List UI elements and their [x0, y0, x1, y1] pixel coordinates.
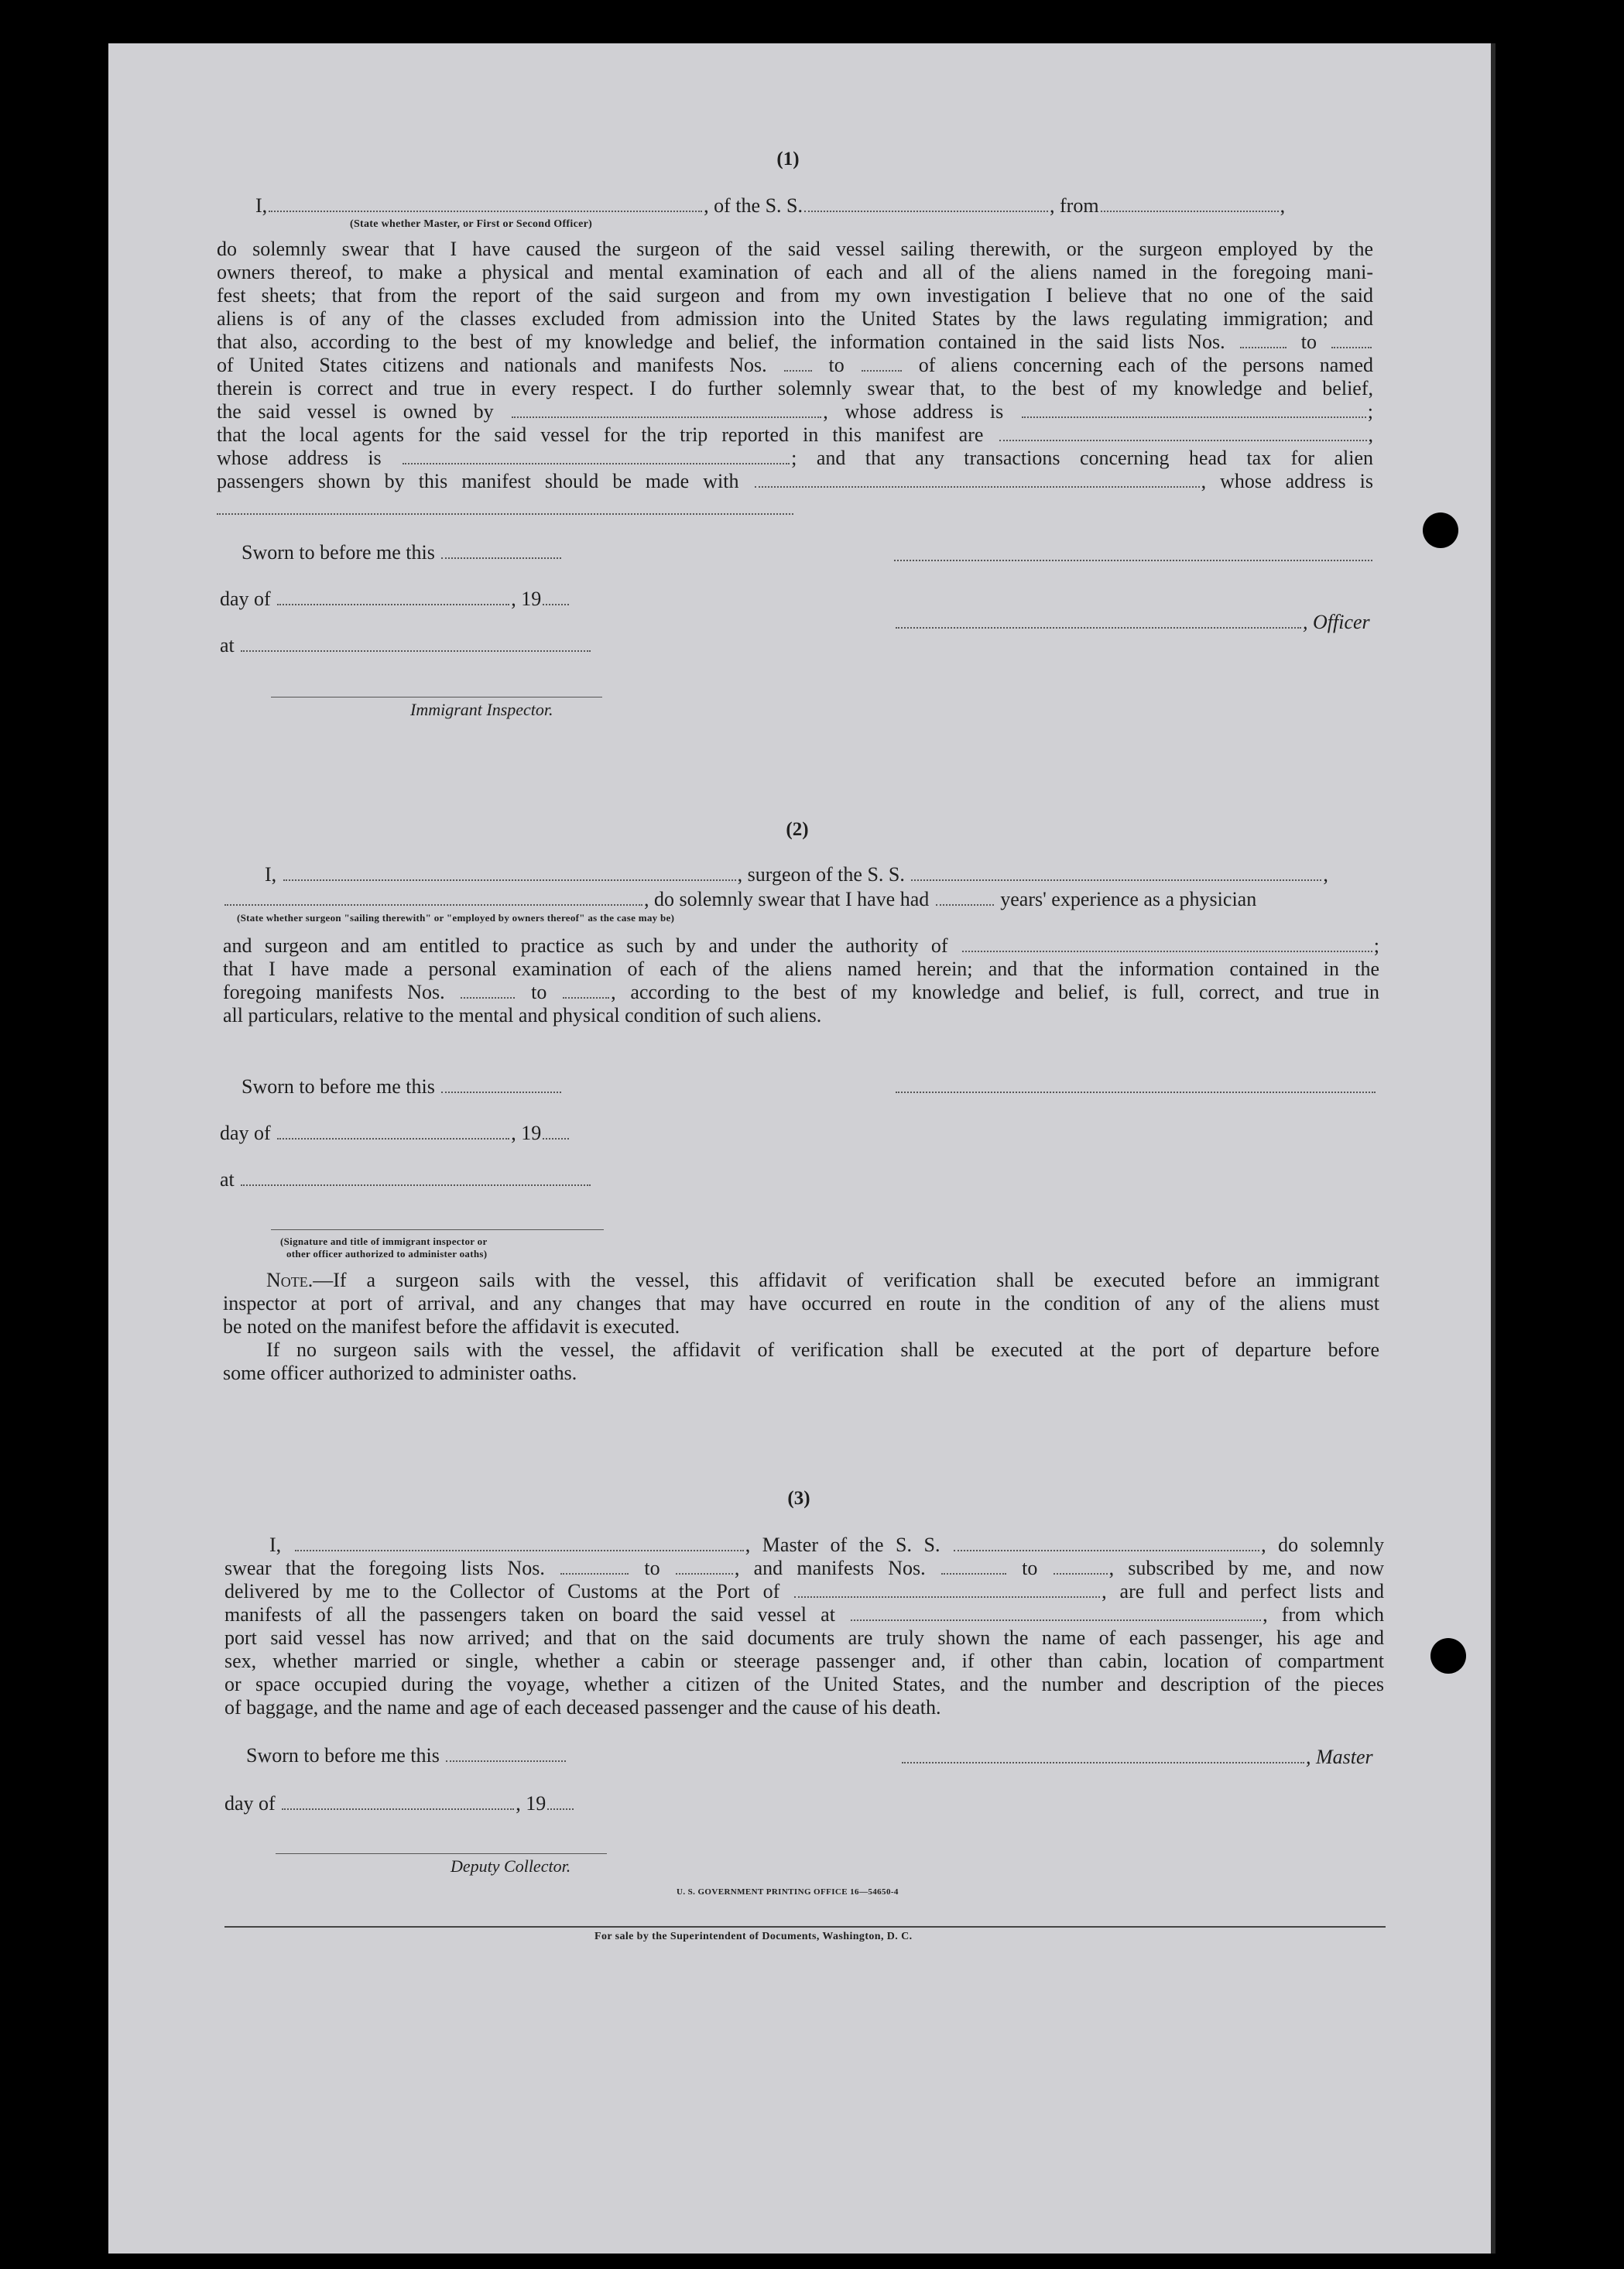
s1-dayof: day of , 19	[220, 587, 570, 612]
s3-collector-label: Deputy Collector.	[451, 1856, 571, 1876]
s2-para-line: that I have made a personal examination of each of the aliens named herein; and that the information contained in the	[223, 958, 1379, 980]
s3-para-line: of baggage, and the name and age of each deceased passenger and the cause of his death.	[224, 1696, 941, 1719]
s3-para-line: delivered by me to the Collector of Customs at the Port of , are full and perfect lists and	[224, 1580, 1384, 1602]
s1-address-line	[217, 513, 793, 515]
s3-collector-line	[276, 1853, 607, 1854]
s2-note-line: inspector at port of arrival, and any changes that may have occurred en route in the condition of any of the aliens must	[223, 1292, 1379, 1314]
s1-para-line: fest sheets; that from the report of the said surgeon and from my own investigation I believe that no one of the said	[217, 284, 1373, 307]
gpo-imprint: U. S. GOVERNMENT PRINTING OFFICE 16—54650-4	[677, 1887, 899, 1897]
s3-dayof: day of , 19	[224, 1791, 575, 1816]
s1-sworn: Sworn to before me this	[242, 540, 563, 565]
s2-para-line: and surgeon and am entitled to practice as such by and under the authority of ;	[223, 934, 1380, 957]
s2-surgeon-note: (State whether surgeon "sailing therewith" or "employed by owners thereof" as the case may be)	[237, 912, 675, 924]
s1-officer-note: (State whether Master, or First or Second Officer)	[350, 218, 593, 230]
s3-line1: I, , Master of the S. S. , do solemnly	[269, 1534, 1385, 1556]
s3-master-line: , Master	[900, 1745, 1373, 1770]
s1-inspector-label: Immigrant Inspector.	[410, 700, 553, 719]
s1-para-line: that also, according to the best of my knowledge and belief, the information contained in the said lists Nos. to	[217, 330, 1373, 354]
sale-notice: For sale by the Superintendent of Documents, Washington, D. C.	[594, 1931, 913, 1942]
s2-sworn: Sworn to before me this	[242, 1075, 563, 1099]
s3-para-line: manifests of all the passengers taken on board the said vessel at , from which	[224, 1603, 1384, 1626]
s2-signature-line-inspector	[271, 1229, 604, 1230]
punch-hole	[1430, 1638, 1466, 1674]
s3-para-line: or space occupied during the voyage, whether a citizen of the United States, and the number and description of the pieces	[224, 1673, 1384, 1695]
s1-para-line: aliens is of any of the classes excluded from admission into the United States by the laws regulating immigration; and	[217, 307, 1373, 330]
s1-para-line: the said vessel is owned by , whose address is ;	[217, 400, 1374, 423]
s1-para-line: of United States citizens and nationals and manifests Nos. to of aliens concerning each of the persons named	[217, 354, 1374, 376]
s2-signature-caption: (Signature and title of immigrant inspector or	[280, 1236, 488, 1247]
section-1-number: (1)	[776, 149, 800, 170]
footer-rule	[224, 1926, 1386, 1928]
punch-hole	[1423, 512, 1458, 548]
page-edge-shadow	[1491, 43, 1496, 2254]
s1-signature-line	[894, 560, 1372, 561]
s3-para-line: port said vessel has now arrived; and that on the said documents are truly shown the name of each passenger, his age and	[224, 1626, 1384, 1649]
s2-line1: I, , surgeon of the S. S. ,	[265, 863, 1328, 886]
section-3-number: (3)	[787, 1488, 810, 1509]
s3-sworn: Sworn to before me this	[246, 1743, 567, 1768]
s1-para-line: owners thereof, to make a physical and mental examination of each and all of the aliens named in the foregoing mani-	[217, 261, 1373, 283]
s2-at: at	[220, 1167, 592, 1192]
s1-line1: I, , of the S. S. , from ,	[255, 194, 1286, 217]
s3-para-line: sex, whether married or single, whether a cabin or steerage passenger and, if other than cabin, location of compartment	[224, 1650, 1384, 1672]
s1-at: at	[220, 633, 592, 658]
s1-officer-line: , Officer	[894, 610, 1370, 635]
s2-note-line: some officer authorized to administer oaths.	[223, 1362, 577, 1384]
s2-note-line: Note.—If a surgeon sails with the vessel, this affidavit of verification shall be executed before an immigrant	[266, 1269, 1379, 1291]
s2-signature-caption: other officer authorized to administer oaths)	[286, 1248, 488, 1260]
s2-dayof: day of , 19	[220, 1121, 570, 1146]
s1-para-line: whose address is ; and that any transactions concerning head tax for alien	[217, 447, 1373, 469]
section-2-number: (2)	[786, 819, 809, 840]
s1-para-line: passengers shown by this manifest should be made with , whose address is	[217, 470, 1373, 492]
s2-line2: , do solemnly swear that I have had years' experience as a physician	[223, 887, 1256, 912]
s1-para-line: that the local agents for the said vessel for the trip reported in this manifest are ,	[217, 423, 1374, 446]
s2-para-line: foregoing manifests Nos. to , according to the best of my knowledge and belief, is full, correct, and true in	[223, 981, 1380, 1003]
s2-signature-line	[896, 1092, 1376, 1093]
s2-para-line: all particulars, relative to the mental and physical condition of such aliens.	[223, 1004, 822, 1027]
s1-para-line: do solemnly swear that I have caused the surgeon of the said vessel sailing therewith, or the surgeon employed by the	[217, 238, 1373, 260]
s1-para-line: therein is correct and true in every respect. I do further solemnly swear that, to the best of my knowledge and belief,	[217, 377, 1373, 399]
s2-note-line: If no surgeon sails with the vessel, the affidavit of verification shall be executed at the port of departure before	[266, 1338, 1379, 1361]
s3-para-line: swear that the foregoing lists Nos. to , and manifests Nos. to , subscribed by me, and now	[224, 1557, 1385, 1579]
s2-note-line: be noted on the manifest before the affidavit is executed.	[223, 1315, 680, 1338]
